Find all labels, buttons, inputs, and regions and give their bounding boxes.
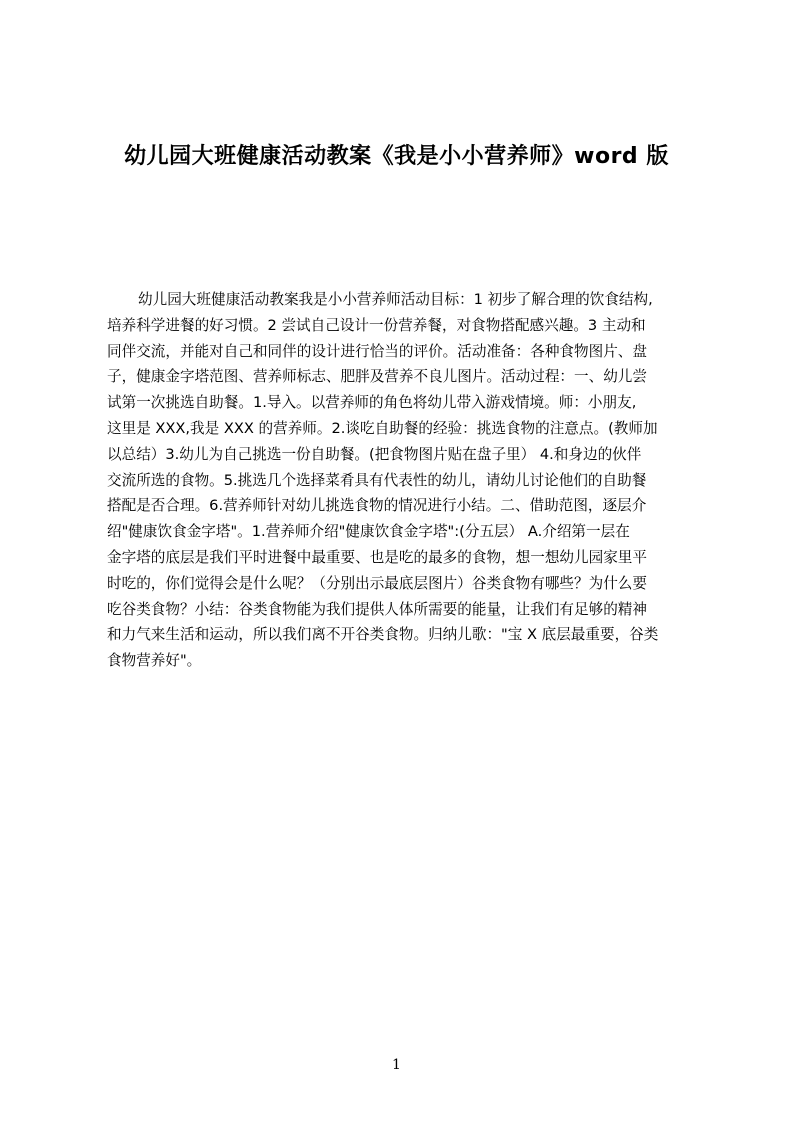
body-line: 试第一次挑选自助餐。1.导入。以营养师的角色将幼儿带入游戏情境。师：小朋友,: [107, 394, 637, 412]
body-line: 以总结）3.幼儿为自己挑选一份自助餐。(把食物图片贴在盘子里） 4.和身边的伙伴: [107, 445, 642, 463]
body-line: 绍"健康饮食金字塔"。1.营养师介绍"健康饮食金字塔":(分五层） A.介绍第一层在: [107, 523, 630, 541]
body-line: 搭配是否合理。6.营养师针对幼儿挑选食物的情况进行小结。二、借助范图，逐层介: [107, 497, 647, 515]
body-line: 时吃的，你们觉得会是什么呢？（分别出示最底层图片）谷类食物有哪些？为什么要: [107, 574, 647, 592]
document-body: [107, 287, 697, 697]
body-line: 和力气来生活和运动，所以我们离不开谷类食物。归纳儿歌："宝 X 底层最重要，谷类: [107, 626, 659, 644]
body-line: 这里是 XXX,我是 XXX 的营养师。2.谈吃自助餐的经验：挑选食物的注意点。(教师加: [107, 419, 658, 437]
body-line: 幼儿园大班健康活动教案我是小小营养师活动目标：1 初步了解合理的饮食结构,: [138, 291, 653, 308]
body-line: 培养科学进餐的好习惯。2 尝试自己设计一份营养餐，对食物搭配感兴趣。3 主动和: [107, 316, 646, 334]
document-title: 幼儿园大班健康活动教案《我是小小营养师》word 版: [124, 144, 669, 169]
body-line: 交流所选的食物。5.挑选几个选择菜肴具有代表性的幼儿，请幼儿讨论他们的自助餐: [107, 471, 647, 489]
body-line: 食物营养好"。: [107, 652, 202, 670]
body-line: 子，健康金字塔范图、营养师标志、肥胖及营养不良儿图片。活动过程：一、幼儿尝: [107, 368, 647, 386]
body-line: 金字塔的底层是我们平时进餐中最重要、也是吃的最多的食物，想一想幼儿园家里平: [107, 548, 647, 566]
body-line: 吃谷类食物？小结：谷类食物能为我们提供人体所需要的能量，让我们有足够的精神: [107, 600, 647, 618]
page-number: 1: [392, 1057, 401, 1073]
body-line: 同伴交流，并能对自己和同伴的设计进行恰当的评价。活动准备：各种食物图片、盘: [107, 342, 647, 360]
